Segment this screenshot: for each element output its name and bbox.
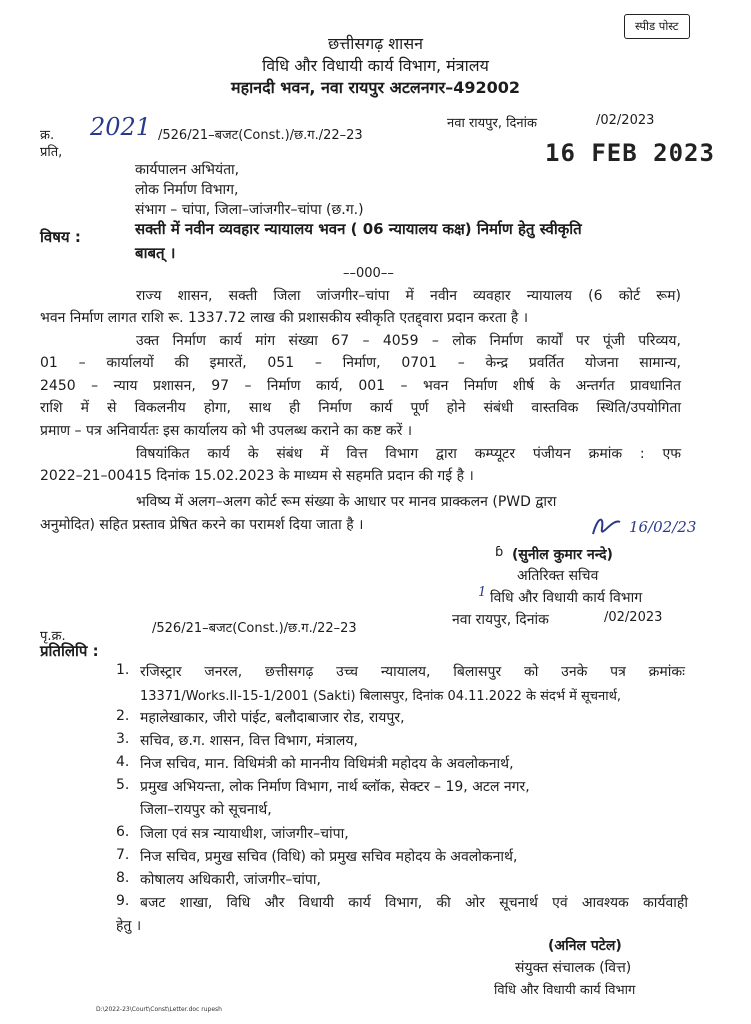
signatory1-signature	[590, 512, 624, 540]
body-p4-line-1: भविष्य में अलग–अलग कोर्ट रूम संख्या के आधार पर मानव प्राक्कलन (PWD द्वारा	[136, 494, 557, 510]
letterhead-address: महानदी भवन, नवा रायपुर अटलनगर–492002	[231, 78, 520, 97]
body-p2-line-3: 2450 – न्याय प्रशासन, 97 – निर्माण कार्य, 001 – भवन निर्माण शीर्ष के अन्तर्गत प्रावधानित	[40, 378, 681, 394]
copy-5-line-1: प्रमुख अभियन्ता, लोक निर्माण विभाग, नार्थ ब्लॉक, सेक्टर – 19, अटल नगर,	[140, 779, 530, 795]
signatory1-designation: अतिरिक्त सचिव	[517, 568, 599, 584]
copy-7-line-1: निज सचिव, प्रमुख सचिव (विधि) को प्रमुख सचिव महोदय के अवलोकनार्थ,	[140, 849, 518, 865]
copy-8-line-1: कोषालय अधिकारी, जांजगीर–चांपा,	[140, 872, 321, 888]
endorsement-date-suffix: /02/2023	[604, 610, 663, 625]
copy-3-no: 3.	[116, 731, 130, 747]
signatory1-department: विधि और विधायी कार्य विभाग	[490, 590, 643, 606]
copy-9-line-1: बजट शाखा, विधि और विधायी कार्य विभाग, की ओर सूचनार्थ एवं आवश्यक कार्यवाही	[140, 895, 688, 911]
ref-number: /526/21–बजट(Const.)/छ.ग./22–23	[158, 128, 363, 143]
copy-1-line-1: रजिस्ट्रार जनरल, छत्तीसगढ़ उच्च न्यायालय, बिलासपुर को उनके पत्र क्रमांकः	[140, 664, 685, 680]
ref-label: क्र.	[40, 128, 55, 143]
signatory1-mark-2: 1	[478, 585, 487, 600]
copy-4-line-1: निज सचिव, मान. विधिमंत्री को माननीय विधिमंत्री महोदय के अवलोकनार्थ,	[140, 756, 514, 772]
endorsement-number: /526/21–बजट(Const.)/छ.ग./22–23	[152, 621, 357, 636]
copy-6-no: 6.	[116, 824, 130, 840]
addressee-line-1: कार्यपालन अभियंता,	[135, 162, 240, 178]
copy-6-line-1: जिला एवं सत्र न्यायाधीश, जांजगीर–चांपा,	[140, 826, 349, 842]
copy-4-no: 4.	[116, 754, 130, 770]
body-p1-line-1: राज्य शासन, सक्ती जिला जांजगीर–चांपा में नवीन व्यवहार न्यायालय (6 कोर्ट रूम)	[136, 288, 681, 304]
body-p2-line-2: 01 – कार्यालयों की इमारतें, 051 – निर्माण, 0701 – केन्द्र प्रवर्तित योजना सामान्य,	[40, 355, 681, 371]
signatory2-department: विधि और विधायी कार्य विभाग	[494, 983, 636, 998]
body-p3-line-1: विषयांकित कार्य के संबंध में वित्त विभाग द्वारा कम्प्यूटर पंजीयन क्रमांक : एफ	[136, 446, 681, 462]
body-p2-line-5: प्रमाण – पत्र अनिवार्यतः इस कार्यालय को भी उपलब्ध कराने का कष्ट करें ।	[40, 423, 413, 439]
copy-5-line-2: जिला–रायपुर को सूचनार्थ,	[140, 802, 272, 818]
copy-9-no: 9.	[116, 893, 130, 909]
addressee-line-2: लोक निर्माण विभाग,	[135, 182, 239, 198]
copy-1-line-2: 13371/Works.II-15-1/2001 (Sakti) बिलासपुर, दिनांक 04.11.2022 के संदर्भ में सूचनार्थ,	[140, 689, 622, 704]
speed-post-badge: स्पीड पोस्ट	[624, 14, 690, 39]
footer-file-path: D:\2022-23\Court\Const\Letter.doc rupesh	[96, 1006, 222, 1013]
copy-1-no: 1.	[116, 662, 130, 678]
copy-2-line-1: महालेखाकार, जीरो पांईट, बलौदाबाजार रोड, रायपुर,	[140, 710, 405, 726]
signatory1-name: (सुनील कुमार नन्दे)	[512, 547, 613, 563]
ref-handwritten-number: 2021	[90, 113, 152, 141]
copy-9-line-2: हेतु ।	[116, 918, 142, 934]
body-p2-line-1: उक्त निर्माण कार्य मांग संख्या 67 – 4059 – लोक निर्माण कार्यों पर पूंजी परिव्यय,	[136, 333, 681, 349]
body-p3-line-2: 2022–21–00415 दिनांक 15.02.2023 के माध्यम से सहमति प्रदान की गई है ।	[40, 468, 474, 484]
copy-2-no: 2.	[116, 708, 130, 724]
signatory2-name: (अनिल पटेल)	[548, 938, 622, 954]
ref-place-date: नवा रायपुर, दिनांक	[447, 116, 537, 131]
signatory1-sign-date: 16/02/23	[629, 518, 697, 536]
letterhead-government: छत्तीसगढ़ शासन	[327, 34, 424, 53]
signature-scribble-icon	[590, 512, 624, 540]
ref-date-suffix: /02/2023	[596, 113, 655, 128]
copy-7-no: 7.	[116, 847, 130, 863]
body-p4-line-2: अनुमोदित) सहित प्रस्ताव प्रेषित करने का परामर्श दिया जाता है ।	[40, 517, 364, 533]
addressee-line-3: संभाग – चांपा, जिला–जांजगीर–चांपा (छ.ग.)	[135, 202, 364, 218]
subject-line-2: बाबत् ।	[135, 244, 176, 262]
body-p1-line-2: भवन निर्माण लागत राशि रू. 1337.72 लाख की प्रशासकीय स्वीकृति एतद्द्वारा प्रदान करता है ।	[40, 310, 529, 326]
copy-8-no: 8.	[116, 870, 130, 886]
endorsement-label: पृ.क्र.	[40, 629, 66, 644]
received-date-stamp: 16 FEB 2023	[545, 139, 715, 167]
subject-line-1: सक्ती में नवीन व्यवहार न्यायालय भवन ( 06 न्यायालय कक्ष) निर्माण हेतु स्वीकृति	[135, 220, 582, 238]
signatory2-designation: संयुक्त संचालक (वित्त)	[515, 960, 632, 976]
copy-3-line-1: सचिव, छ.ग. शासन, वित्त विभाग, मंत्रालय,	[140, 733, 358, 749]
letterhead-department: विधि और विधायी कार्य विभाग, मंत्रालय	[262, 56, 489, 75]
subject-divider: ––000––	[343, 266, 394, 281]
subject-label: विषय :	[40, 228, 81, 246]
endorsement-place-date: नवा रायपुर, दिनांक	[452, 612, 549, 628]
copy-to-label: प्रतिलिपि :	[40, 642, 99, 660]
copy-5-no: 5.	[116, 777, 130, 793]
prati-label: प्रति,	[40, 145, 63, 160]
body-p2-line-4: राशि में से विकलनीय होगा, साथ ही निर्माण कार्य पूर्ण होने संबंधी वास्तविक स्थिति/उपयोगिता	[40, 400, 681, 416]
signatory1-mark: ɓ	[495, 545, 504, 560]
